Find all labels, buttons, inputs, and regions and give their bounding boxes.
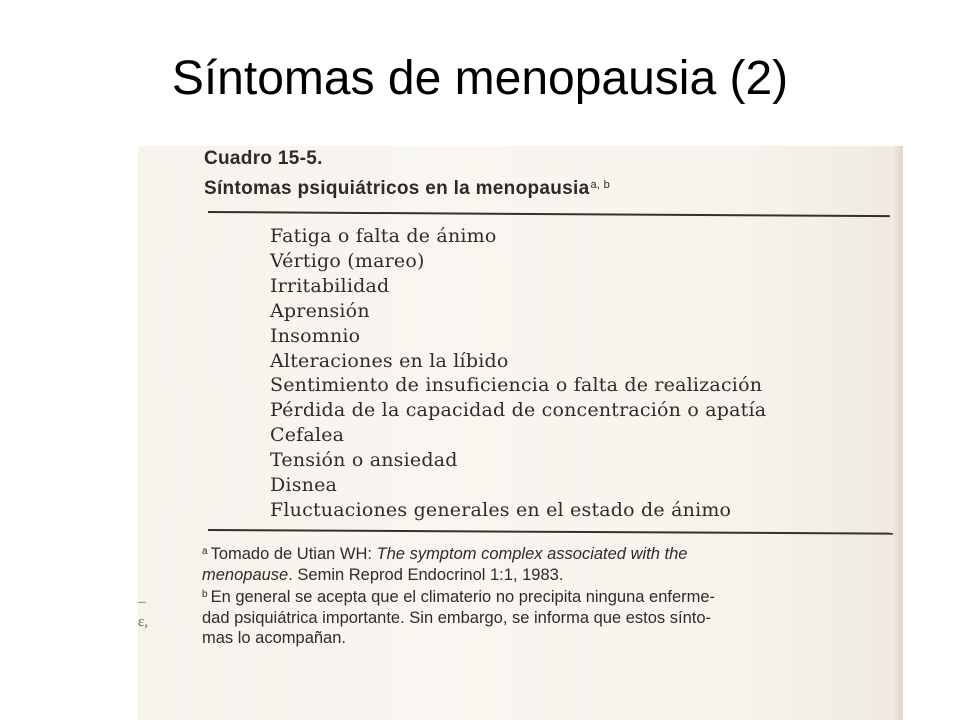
list-item: Alteraciones en la líbido <box>270 349 509 372</box>
list-item: Cefalea <box>270 424 345 447</box>
list-item: Disnea <box>270 474 338 497</box>
footnotes <box>202 542 892 649</box>
footnote-a-italic: The symptom complex associated with the <box>376 545 688 563</box>
footnote-a-line-1 <box>202 542 892 565</box>
table-bottom-rule <box>208 529 893 535</box>
list-item: Pérdida de la capacidad de concentración o apatía <box>270 399 767 422</box>
table-label: Cuadro 15-5. <box>204 148 323 169</box>
table-subtitle-text: Síntomas psiquiátricos en la menopausia <box>204 178 590 199</box>
scanned-table-image <box>138 146 903 720</box>
list-item: Fatiga o falta de ánimo <box>270 225 497 247</box>
footnote-a-italic-cont: menopause <box>202 565 289 584</box>
list-item: Aprensión <box>270 299 370 322</box>
table-subtitle-superscript: a, b <box>590 179 611 191</box>
table-top-rule <box>208 211 890 217</box>
list-item: Tensión o ansiedad <box>270 449 458 472</box>
list-item: Sentimiento de insuficiencia o falta de realización <box>270 374 763 397</box>
page-edge-shadow <box>893 146 903 720</box>
margin-mark: ɛ, <box>138 614 149 630</box>
table-subtitle <box>204 174 610 200</box>
list-item: Insomnio <box>270 324 361 347</box>
list-item: Vértigo (mareo) <box>270 249 425 272</box>
list-item: Irritabilidad <box>270 274 390 297</box>
margin-marks <box>138 592 148 632</box>
footnote-b-line-3: mas lo acompañan. <box>202 629 346 647</box>
footnote-b-mark: b <box>202 589 208 600</box>
footnote-a-plain: Tomado de Utian WH: <box>210 545 377 563</box>
footnote-b-line-2: dad psiquiátrica importante. Sin embargo, se informa que estos sínto- <box>202 608 712 627</box>
symptom-list <box>270 224 766 523</box>
slide-title: Síntomas de menopausia (2) <box>171 52 789 105</box>
footnote-b-text-1: En general se acepta que el climaterio no precipita ninguna enferme- <box>210 588 716 606</box>
margin-mark: – <box>138 594 146 610</box>
footnote-b-line-1 <box>202 585 892 608</box>
footnote-a-mark: a <box>202 546 208 557</box>
footnote-a-line-2 <box>202 565 892 586</box>
footnote-a-citation: . Semin Reprod Endocrinol 1:1, 1983. <box>288 565 564 584</box>
list-item: Fluctuaciones generales en el estado de ánimo <box>270 498 732 521</box>
